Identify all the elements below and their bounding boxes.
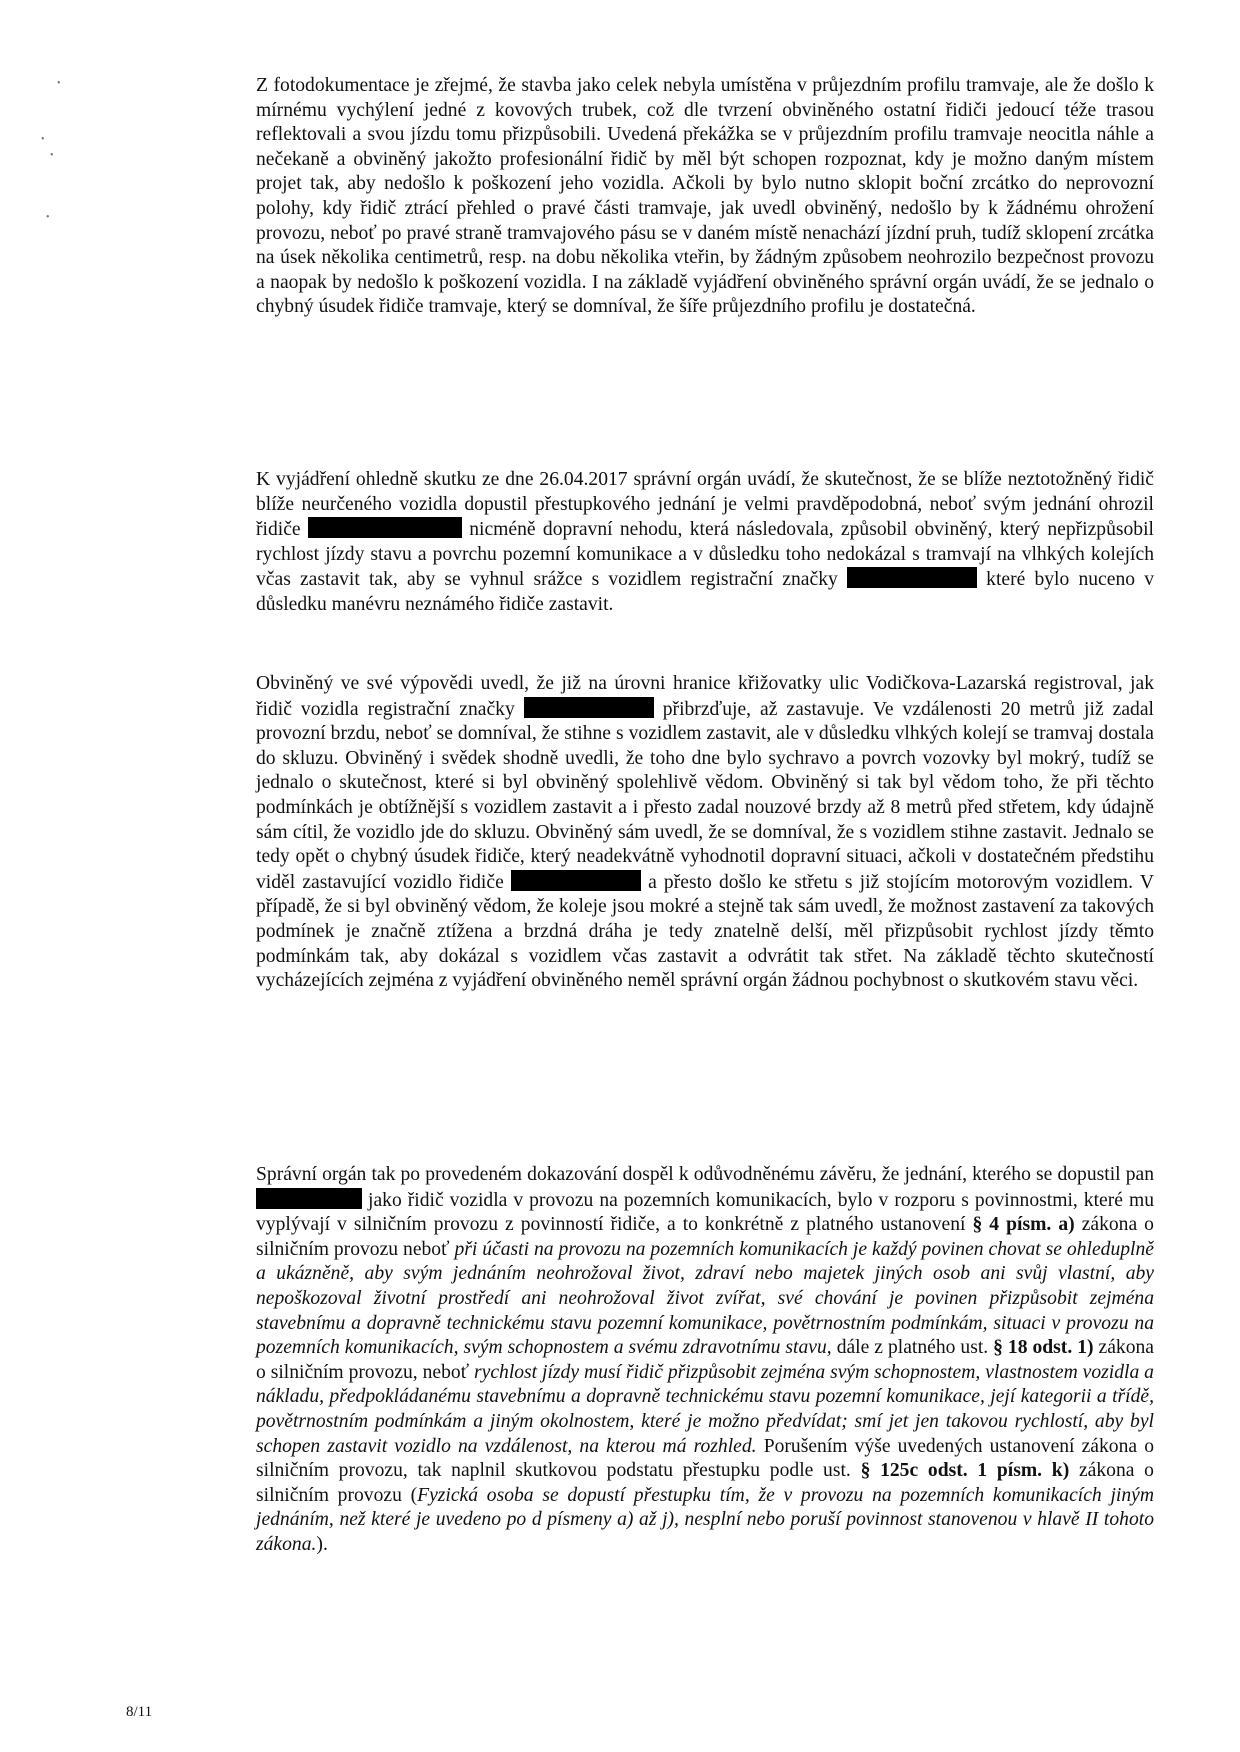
statute-quote: rychlost jízdy musí řidič přizpůsobit zejména svým schopnostem, vlastnostem vozidla a nákladu, předpokládanému stavebnímu a dopravně technickému stavu pozemní komunikace, její kategorii a třídě, povětrnostním podmínkám a jiným okolnostem, které je možno předvídat; smí jet jen takovou rychlostí, aby byl schopen zastavit vozidlo na vzdálenost, na kterou má rozhled.	[256, 1361, 1154, 1457]
text-segment: které bylo nuceno v důsledku manévru neznámého řidiče zastavit.	[256, 569, 1154, 615]
statute-quote: Fyzická osoba se dopustí přestupku tím, že v provozu na pozemních komunikacích jiným jednáním, než které je uvedeno po d písmeny a) až j), nesplní nebo poruší povinnost stanovenou v hlavě II tohoto zákona.	[256, 1484, 1154, 1555]
text-segment: zákona o silničním provozu (	[256, 1460, 1154, 1506]
redaction-bar	[847, 567, 977, 588]
paragraph-defendant-statement	[256, 672, 1154, 994]
text-segment: K vyjádření ohledně skutku ze dne 26.04.2017 správní orgán uvádí, že skutečnost, že se blíže neztotožněný řidič blíže neurčeného vozidla dopustil přestupkového jednání je velmi pravděpodobná, neboť svým jednání ohrozil řidiče	[256, 469, 1154, 541]
text-segment: Správní orgán tak po provedeném dokazování dospěl k odůvodněnému závěru, že jednání, kterého se dopustil pan	[256, 1164, 1154, 1185]
scan-speck: •	[41, 134, 45, 145]
text-segment: přibrzďuje, až zastavuje. Ve vzdálenosti 20 metrů již zadal provozní brzdu, neboť se domníval, že stihne s vozidlem zastavit, ale v důsledku vlhkých kolejí se tramvaj dostala do skluzu. Obviněný i svědek shodně uvedli, že toho dne bylo sychravo a povrch vozovky byl mokrý, tudíž se jednalo o skutečnost, které si byl obviněný spolehlivě vědom. Obviněný si tak byl vědom toho, že při těchto podmínkách je obtížnější s vozidlem zastavit a i přesto zadal nouzové brzdy až 8 metrů před střetem, kdy údajně sám cítil, že vozidlo jde do skluzu. Obviněný sám uvedl, že se domníval, že s vozidlem stihne zastavit. Jednalo se tedy opět o chybný úsudek řidiče, který neadekvátně vyhodnotil dopravní situaci, ačkoli v dostatečném předstihu viděl zastavující vozidlo řidiče	[256, 698, 1154, 893]
text-segment: zákona o silničním provozu, neboť	[256, 1337, 1154, 1383]
paragraph-photo-documentation: Z fotodokumentace je zřejmé, že stavba jako celek nebyla umístěna v průjezdním profilu tramvaje, ale že došlo k mírnému vychýlení jedné z kovových trubek, což dle tvrzení obviněného ostatní řidiči jedoucí téže trasou reflektovali a svou jízdu tomu přizpůsobili. Uvedená překážka se v průjezdním profilu tramvaje neocitla náhle a nečekaně a obviněný jakožto profesionální řidič by měl být schopen rozpoznat, kdy je možno daným místem projet tak, aby nedošlo k poškození jeho vozidla. Ačkoli by bylo nutno sklopit boční zrcátko do neprovozní polohy, kdy řidič ztrácí přehled o pravé části tramvaje, jak uvedl obviněný, nedošlo by k žádnému ohrožení provozu, neboť po pravé straně tramvajového pásu se v daném místě nenachází jízdní pruh, tudíž sklopení zrcátka na úsek několika centimetrů, resp. na dobu několika vteřin, by žádným způsobem neohrozilo bezpečnost provozu a naopak by nedošlo k poškození vozidla. I na základě vyjádření obviněného správní orgán uvádí, že se jednalo o chybný úsudek řidiče tramvaje, který se domníval, že šíře průjezdního profilu je dostatečná.	[256, 75, 1154, 318]
statute-quote: při účasti na provozu na pozemních komunikacích je každý povinen chovat se ohleduplně a ukázněně, aby svým jednáním neohrožoval život, zdraví nebo majetek jiných osob ani svůj vlastní, aby nepoškozoval životní prostředí ani neohrožoval život zvířat, své chování je povinen přizpůsobit zejména stavebnímu a dopravně technickému stavu pozemní komunikace, povětrnostním podmínkám, situaci v provozu na pozemních komunikacích, svým schopnostem a svému zdravotnímu stavu,	[256, 1238, 1154, 1359]
text-segment: jako řidič vozidla v provozu na pozemních komunikacích, bylo v rozporu s povinnostmi, které mu vyplývají v silničním provozu z povinností řidiče, a to konkrétně z platného ustanovení	[256, 1189, 1154, 1236]
redaction-bar	[308, 517, 462, 538]
text-segment: dále z platného ust.	[836, 1337, 989, 1359]
scan-speck: •	[50, 150, 54, 161]
scan-speck: •	[46, 212, 50, 223]
statute-reference: § 125c odst. 1 písm. k)	[860, 1460, 1070, 1482]
redaction-bar	[256, 1188, 362, 1209]
text-segment: Porušením výše uvedených ustanovení zákona o silničním provozu, tak naplnil skutkovou podstatu přestupku podle ust.	[256, 1435, 1154, 1482]
redaction-bar	[524, 697, 654, 718]
text-segment: Obviněný ve své výpovědi uvedl, že již na úrovni hranice křižovatky ulic Vodičkova-Lazarská registroval, jak řidič vozidla registrační značky	[256, 673, 1154, 720]
redaction-bar	[511, 870, 641, 891]
statute-reference: § 4 písm. a)	[972, 1214, 1075, 1236]
paragraph-incident-26-04-2017	[256, 468, 1154, 618]
paragraph-legal-conclusion	[256, 1163, 1154, 1558]
text-segment: nicméně dopravní nehodu, která následovala, způsobil obviněný, který nepřizpůsobil rychlost jízdy stavu a povrchu pozemní komunikace a v důsledku toho nedokázal s tramvají na vlhkých kolejích včas zastavit tak, aby se vyhnul srážce s vozidlem registrační značky	[256, 519, 1154, 591]
statute-reference: § 18 odst. 1)	[993, 1337, 1094, 1359]
text-segment: zákona o silničním provozu neboť	[256, 1214, 1154, 1260]
text-segment: a přesto došlo ke střetu s již stojícím motorovým vozidlem. V případě, že si byl obviněný vědom, že koleje jsou mokré a stejně tak sám uvedl, že možnost zastavení za takových podmínek je značně ztížena a brzdná dráha je tedy znatelně delší, měl přizpůsobit rychlost jízdy těmto podmínkám tak, aby dokázal s vozidlem včas zastavit a odvrátit tak střet. Na základě těchto skutečností vycházejících zejména z vyjádření obviněného neměl správní orgán žádnou pochybnost o skutkovém stavu věci.	[256, 871, 1155, 992]
page-number: 8/11	[126, 1704, 153, 1720]
text-segment: ).	[316, 1533, 328, 1555]
scan-speck: •	[57, 78, 61, 89]
